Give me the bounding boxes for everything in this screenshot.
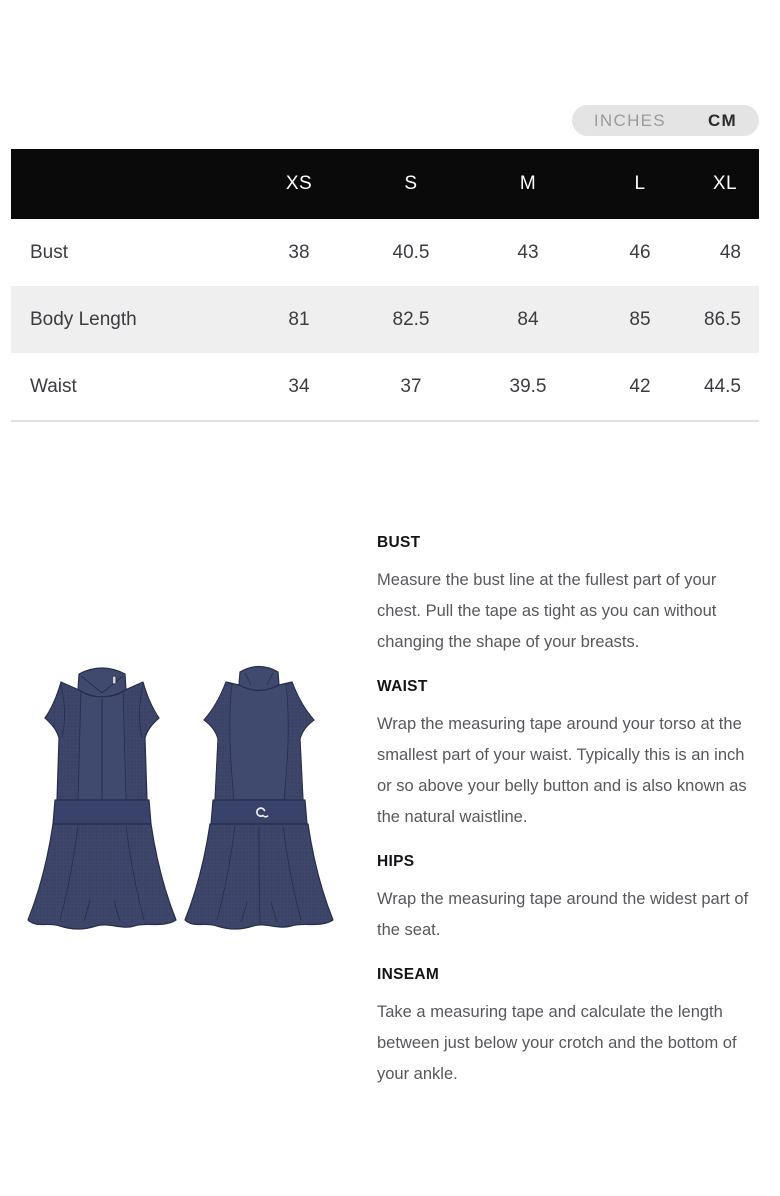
size-table [11, 149, 759, 422]
guide-body: Take a measuring tape and calculate the length between just below your crotch and the bottom of your ankle. [377, 1003, 737, 1083]
guide-body: Measure the bust line at the fullest part of your chest. Pull the tape as tight as you can without changing the shape of your breasts. [377, 571, 717, 651]
cell-value: 42 [629, 375, 651, 397]
measuring-guide [377, 534, 749, 1110]
column-header-m: M [467, 149, 589, 219]
dress-front-illustration [28, 668, 176, 929]
guide-section-bust [377, 534, 749, 658]
guide-section-waist [377, 678, 749, 833]
size-table-header-row [11, 149, 759, 219]
guide-heading: WAIST [377, 678, 428, 695]
table-row-bust [11, 219, 759, 286]
cell-value: 85 [629, 308, 651, 330]
cell-value: 48 [719, 241, 741, 263]
cell-value: 86.5 [704, 308, 741, 330]
unit-option-inches[interactable]: INCHES [593, 110, 666, 130]
cell-value: 37 [400, 375, 422, 397]
row-label: Body Length [30, 308, 137, 330]
column-header-xs: XS [243, 149, 355, 219]
guide-body: Wrap the measuring tape around the widest part of the seat. [377, 890, 749, 939]
cell-value: 46 [629, 241, 651, 263]
cell-value: 40.5 [392, 241, 430, 263]
table-row-waist [11, 353, 759, 420]
table-row-body-length [11, 286, 759, 353]
guide-heading: INSEAM [377, 966, 440, 983]
dress-back-illustration [185, 667, 333, 930]
column-header-xl: XL [691, 149, 759, 219]
cell-value: 84 [517, 308, 539, 330]
cell-value: 38 [288, 241, 310, 263]
cell-value: 82.5 [392, 308, 430, 330]
guide-heading: HIPS [377, 853, 415, 870]
cell-value: 39.5 [509, 375, 547, 397]
unit-option-cm[interactable]: CM [707, 110, 737, 130]
guide-body: Wrap the measuring tape around your torso at the smallest part of your waist. Typically this is an inch or so above your belly button and is also known as the natural waistline. [377, 715, 747, 826]
size-table-corner-cell [11, 149, 243, 219]
column-header-s: S [355, 149, 467, 219]
row-label: Waist [30, 375, 77, 397]
dress-illustration [14, 658, 336, 946]
column-header-l: L [589, 149, 691, 219]
cell-value: 44.5 [704, 375, 741, 397]
guide-heading: BUST [377, 534, 421, 551]
unit-toggle[interactable] [572, 105, 759, 136]
guide-section-inseam [377, 966, 749, 1090]
cell-value: 81 [288, 308, 310, 330]
row-label: Bust [30, 241, 69, 263]
guide-section-hips [377, 853, 749, 946]
cell-value: 43 [517, 241, 539, 263]
cell-value: 34 [288, 375, 310, 397]
